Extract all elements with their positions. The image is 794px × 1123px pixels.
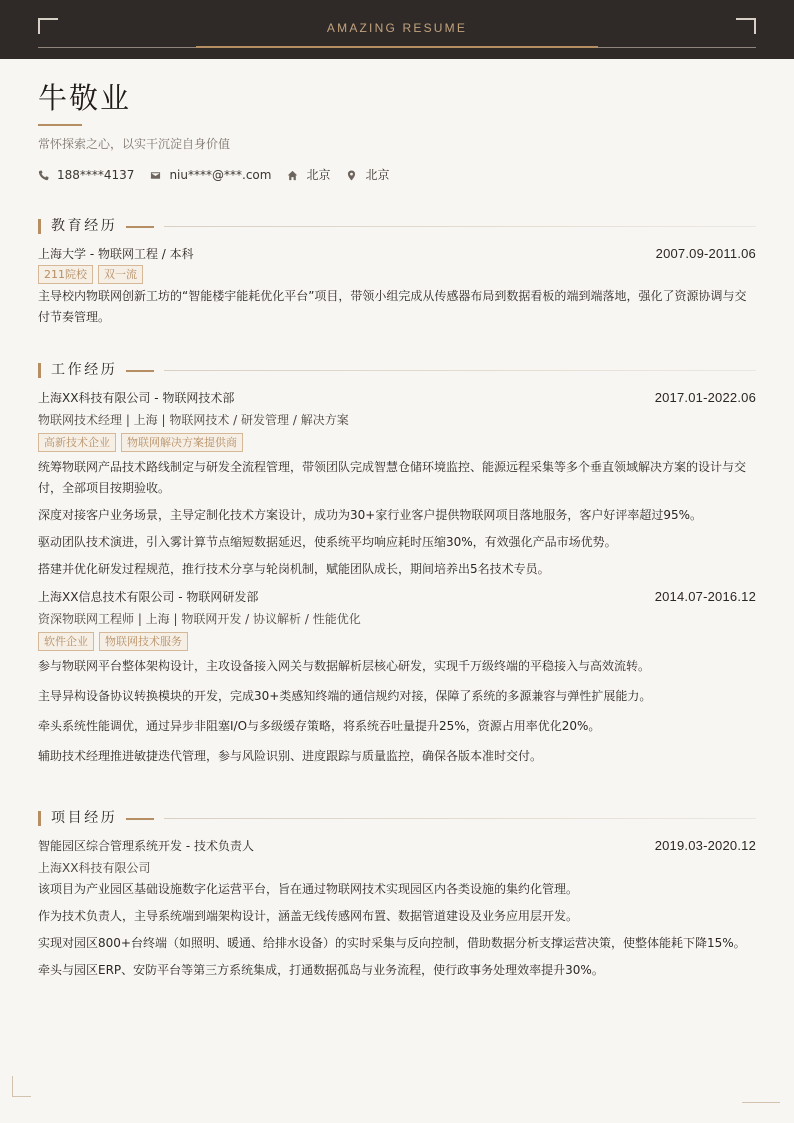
entry-heading-row [38, 589, 756, 605]
phone-number: 188****4137 [57, 168, 135, 182]
email-address: niu****@***.com [169, 168, 272, 182]
section-divider [164, 818, 756, 819]
section-accent-line [126, 818, 154, 820]
project-company: 上海XX科技有限公司 [38, 861, 151, 875]
description: 主导校内物联网创新工坊的“智能楼宇能耗优化平台”项目，带领小组完成从传感器布局到数据看板的端到端落地，强化了资源协调与交付节奏管理。 [38, 289, 747, 324]
section-accent-line [126, 370, 154, 372]
contact-phone [38, 167, 134, 183]
work-section [38, 362, 756, 767]
tag: 高新技术企业 [38, 433, 116, 452]
tag: 软件企业 [38, 632, 94, 651]
location-pin-icon [346, 170, 357, 181]
project-role: 智能园区综合管理系统开发 - 技术负责人 [38, 839, 254, 853]
entry-date: 2017.01-2022.06 [654, 390, 756, 405]
section-header [38, 362, 756, 380]
corner-ornament-bottom-right [742, 1102, 780, 1103]
description: 该项目为产业园区基础设施数字化运营平台，旨在通过物联网技术实现园区内各类设施的集约化管理。 [38, 882, 579, 896]
home-icon [287, 170, 298, 181]
education-section [38, 218, 756, 328]
tag: 211院校 [38, 265, 93, 284]
description: 主导异构设备协议转换模块的开发，完成30+类感知终端的通信规约对接，保障了系统的多源兼容与弹性扩展能力。 [38, 689, 652, 703]
home-city: 北京 [306, 168, 331, 182]
description: 牵头与园区ERP、安防平台等第三方系统集成，打通数据孤岛与业务流程，使行政事务处理效率提升30%。 [38, 963, 604, 977]
phone-icon [38, 170, 49, 181]
projects-section [38, 810, 756, 981]
tagline: 常怀探索之心，以实干沉淀自身价值 [38, 137, 231, 151]
tag: 物联网技术服务 [99, 632, 188, 651]
contact-home [287, 167, 330, 183]
entry-heading-row [38, 246, 756, 262]
banner-title: AMAZING RESUME [326, 21, 468, 35]
tag-list [38, 265, 756, 284]
tag-list [38, 433, 756, 452]
location-city: 北京 [365, 168, 390, 182]
tag-list [38, 632, 756, 651]
section-accent-line [126, 226, 154, 228]
tag: 双一流 [98, 265, 143, 284]
tag: 物联网解决方案提供商 [121, 433, 243, 452]
education-entry [38, 246, 756, 328]
entry-heading-row [38, 390, 756, 406]
section-divider [164, 226, 756, 227]
contact-email [150, 167, 271, 183]
section-header [38, 218, 756, 236]
work-entry [38, 589, 756, 767]
name-underline [38, 124, 82, 126]
banner-accent-line [196, 46, 598, 48]
school-major-degree: 上海大学 - 物联网工程 / 本科 [38, 247, 194, 261]
top-banner [0, 0, 794, 59]
work-entry [38, 390, 756, 580]
candidate-name: 牛敬业 [38, 81, 132, 115]
corner-ornament-bottom-left [12, 1076, 31, 1097]
description: 作为技术负责人，主导系统端到端架构设计，涵盖无线传感网布置、数据管道建设及业务应用层开发。 [38, 909, 579, 923]
description: 深度对接客户业务场景，主导定制化技术方案设计，成功为30+家行业客户提供物联网项目落地服务，客户好评率超过95%。 [38, 508, 703, 522]
section-title: 教育经历 [51, 218, 118, 234]
section-divider [164, 370, 756, 371]
contact-location [346, 167, 389, 183]
entry-date: 2007.09-2011.06 [655, 246, 756, 261]
description: 辅助技术经理推进敏捷迭代管理，参与风险识别、进度跟踪与质量监控，确保各版本准时交付。 [38, 749, 543, 763]
description: 参与物联网平台整体架构设计，主攻设备接入网关与数据解析层核心研发，实现千万级终端的平稳接入与高效流转。 [38, 659, 651, 673]
section-title: 项目经历 [51, 810, 118, 826]
entry-date: 2014.07-2016.12 [654, 589, 756, 604]
description: 实现对园区800+台终端（如照明、暖通、给排水设备）的实时采集与反向控制，借助数据分析支撑运营决策，使整体能耗下降15%。 [38, 936, 746, 950]
company-department: 上海XX信息技术有限公司 - 物联网研发部 [38, 590, 259, 604]
entry-heading-row [38, 838, 756, 854]
resume-header [38, 80, 756, 183]
section-marker [38, 219, 41, 234]
role-details: 物联网技术经理 | 上海 | 物联网技术 / 研发管理 / 解决方案 [38, 413, 349, 427]
section-title: 工作经历 [51, 362, 118, 378]
section-header [38, 810, 756, 828]
section-marker [38, 363, 41, 378]
section-marker [38, 811, 41, 826]
description: 驱动团队技术演进，引入雾计算节点缩短数据延迟，使系统平均响应耗时压缩30%，有效强化产品市场优势。 [38, 535, 617, 549]
entry-date: 2019.03-2020.12 [654, 838, 756, 853]
description: 牵头系统性能调优，通过异步非阻塞I/O与多级缓存策略，将系统吞吐量提升25%，资源占用率优化20%。 [38, 719, 601, 733]
project-entry [38, 838, 756, 981]
description: 搭建并优化研发过程规范，推行技术分享与轮岗机制，赋能团队成长，期间培养出5名技术专员。 [38, 562, 550, 576]
company-department: 上海XX科技有限公司 - 物联网技术部 [38, 391, 235, 405]
contact-info [38, 167, 756, 183]
mail-icon [150, 170, 161, 181]
role-details: 资深物联网工程师 | 上海 | 物联网开发 / 协议解析 / 性能优化 [38, 612, 361, 626]
description: 统筹物联网产品技术路线制定与研发全流程管理，带领团队完成智慧仓储环境监控、能源远程采集等多个垂直领域解决方案的设计与交付，全部项目按期验收。 [38, 460, 747, 495]
